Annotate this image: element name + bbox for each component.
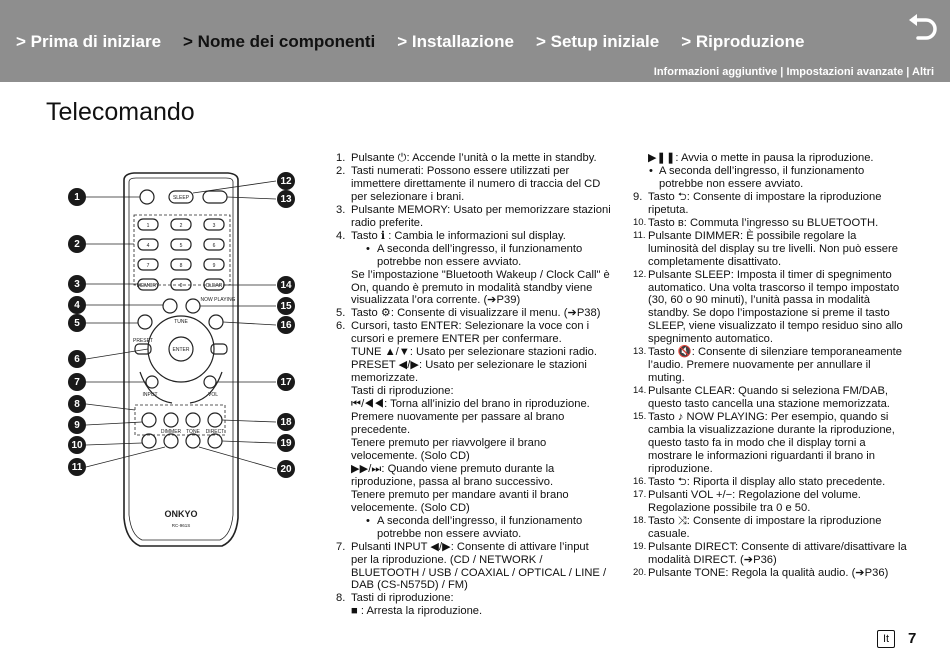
remote-brand-logo: ONKYO — [164, 509, 198, 519]
callout-20: 20 — [277, 460, 295, 478]
list-item: 13. Tasto 🔇: Consente di silenziare temporaneamente l’audio. Premere nuovamente per annullare il muting. — [633, 346, 902, 385]
description-column-1 — [336, 152, 616, 618]
list-item: 12. Pulsante SLEEP: Imposta il timer di spegnimento automatico. Una volta trascorso il tempo impostato (30, 60 o 90 minuti), l’unità passa in modalità standby. Se dopo l’impostazione si preme il tasto SLEEP, viene visualizzato il tempo residuo sino allo spegnimento automatico. — [633, 268, 903, 346]
callout-19: 19 — [277, 434, 295, 452]
callout-13: 13 — [277, 190, 295, 208]
list-item: 4. Tasto ℹ : Cambia le informazioni sul display. • A seconda dell’ingresso, il funzionamento potrebbe non essere avviato. Se l’impostazione "Bluetooth Wakeup / Clock Call" è On, quando è premuto in modalità standby viene visualizzata l’ora corrente. (➔P39) — [336, 230, 616, 308]
callout-12: 12 — [277, 172, 295, 190]
key-label-input: INPUT — [142, 392, 158, 398]
secondary-nav — [654, 66, 934, 78]
callout-15: 15 — [277, 297, 295, 315]
list-item: 9. Tasto ⮌: Consente di impostare la riproduzione ripetuta. — [633, 190, 882, 216]
list-item: 15. Tasto ♪ NOW PLAYING: Per esempio, quando si cambia la visualizzazione durante la riproduzione, questo tasto fa in modo che il display torni a mostrare le informazioni riguardanti il brano in riproduzione. — [633, 411, 895, 475]
key-label-sleep: SLEEP — [172, 195, 190, 201]
key-label-clear: CLEAR — [205, 283, 223, 289]
page-number: 7 — [908, 630, 917, 647]
link-altri[interactable]: Altri — [912, 66, 934, 78]
digit-2: 2 — [179, 223, 183, 229]
digit-3: 3 — [212, 223, 216, 229]
list-item: 17. Pulsanti VOL +/−: Regolazione del volume. Regolazione possibile tra 0 e 50. — [633, 488, 861, 514]
callout-5: 5 — [68, 314, 86, 332]
callout-10: 10 — [68, 436, 86, 454]
sub-separator: | — [780, 66, 784, 78]
remote-control-illustration — [0, 160, 310, 610]
list-item-continued: ▶❚❚: Avvia o mette in pausa la riproduzione. • A seconda dell’ingresso, il funzionamento potrebbe non essere avviato. — [633, 152, 913, 191]
list-item: 7. Pulsanti INPUT ◀/▶: Consente di attivare l’input per la riproduzione. (CD / NETWORK / BLUETOOTH / USB / COAXIAL / OPTICAL / LINE / DAB (CS-N575D) / FM) — [336, 540, 607, 592]
description-column-2 — [633, 152, 913, 579]
link-impostazioni-avanzate[interactable]: Impostazioni avanzate — [786, 66, 904, 78]
digit-9: 9 — [212, 263, 216, 269]
key-label-direct: DIRECT — [205, 429, 225, 435]
bullet-note: • A seconda dell’ingresso, il funzionamento potrebbe non essere avviato. — [366, 514, 583, 540]
key-label-tone: TONE — [186, 429, 200, 435]
callout-6: 6 — [68, 350, 86, 368]
list-item: 18. Tasto ⤨: Consente di impostare la riproduzione casuale. — [633, 514, 882, 540]
key-label-now-playing: NOW PLAYING — [200, 297, 236, 303]
list-item: 14. Pulsante CLEAR: Quando si seleziona FM/DAB, questo tasto cancella una stazione memorizzata. — [633, 385, 890, 411]
nav-setup-iniziale[interactable]: > Setup iniziale — [535, 32, 660, 51]
page-title: Telecomando — [46, 98, 195, 126]
list-item: 3. Pulsante MEMORY: Usato per memorizzare stazioni radio preferite. — [336, 203, 611, 229]
callout-8: 8 — [68, 395, 86, 413]
key-label-vol: VOL — [207, 392, 219, 398]
link-informazioni-aggiuntive[interactable]: Informazioni aggiuntive — [653, 66, 778, 78]
nav-prima-di-iniziare[interactable]: > Prima di iniziare — [16, 32, 162, 51]
remote-model: RC-961S — [171, 523, 191, 528]
callout-11: 11 — [68, 458, 86, 476]
key-label-memory: MEMORY — [136, 283, 160, 289]
sub-separator: | — [906, 66, 910, 78]
list-item: 16. Tasto ⮌: Riporta il display allo stato precedente. — [633, 475, 886, 488]
digit-1: 1 — [146, 223, 150, 229]
nav-nome-dei-componenti[interactable]: > Nome dei componenti — [183, 32, 376, 51]
list-item: 10. Tasto ʙ: Commuta l’ingresso su BLUETOOTH. — [633, 216, 879, 229]
back-arrow-icon[interactable] — [904, 12, 940, 42]
callout-1: 1 — [68, 188, 86, 206]
digit-0: 0 — [179, 283, 183, 289]
list-item: 1. Pulsante ⏻: Accende l’unità o la mette in standby. — [336, 152, 597, 164]
nav-riproduzione[interactable]: > Riproduzione — [681, 32, 805, 51]
digit-7: 7 — [146, 263, 150, 269]
list-item: 20. Pulsante TONE: Regola la qualità audio. (➔P36) — [633, 566, 889, 579]
callout-7: 7 — [68, 373, 86, 391]
digit-6: 6 — [212, 243, 216, 249]
nav-installazione[interactable]: > Installazione — [397, 32, 514, 51]
digit-4: 4 — [146, 243, 150, 249]
callout-16: 16 — [277, 316, 295, 334]
callout-3: 3 — [68, 275, 86, 293]
callout-14: 14 — [277, 276, 295, 294]
key-label-enter: ENTER — [172, 347, 190, 353]
list-item: 11. Pulsante DIMMER: È possibile regolare la luminosità del display su tre livelli. Non può essere completamente disattivato. — [633, 229, 898, 268]
list-item: 2. Tasti numerati: Possono essere utilizzati per immettere direttamente il numero di traccia del CD per selezionare i brani. — [336, 164, 601, 203]
callout-4: 4 — [68, 296, 86, 314]
callout-9: 9 — [68, 416, 86, 434]
main-nav — [16, 32, 805, 52]
list-item: 8. Tasti di riproduzione: ■ : Arresta la riproduzione. — [336, 592, 483, 618]
key-label-dimmer: DIMMER — [160, 429, 182, 435]
digit-5: 5 — [179, 243, 183, 249]
digit-8: 8 — [179, 263, 183, 269]
callout-2: 2 — [68, 235, 86, 253]
callout-18: 18 — [277, 413, 295, 431]
remote-drawing — [0, 160, 310, 610]
list-item: 6. Cursori, tasto ENTER: Selezionare la voce con i cursori e premere ENTER per confermare. TUNE ▲/▼: Usato per selezionare stazioni radio. PRESET ◀/▶: Usato per selezionare le stazioni memorizzate. Tasti di riproduzione: ⏮/◀◀: Torna all’inizio del brano in riproduzione. Premere nuovamente per passare al brano precedente. Tenere premuto per riavvolgere il brano velocemente. (Solo CD) ▶▶/⏭: Quando viene premuto durante la riproduzione, passa al brano successivo. Tenere premuto per mandare avanti il brano velocemente. (Solo CD) • A seconda dell’ingresso, il funzionamento potrebbe non essere avviato. — [336, 320, 616, 540]
key-label-tune: TUNE — [174, 319, 188, 325]
list-item: 19. Pulsante DIRECT: Consente di attivare/disattivare la modalità DIRECT. (➔P36) — [633, 540, 907, 566]
bullet-note: • A seconda dell’ingresso, il funzionamento potrebbe non essere avviato. — [649, 164, 865, 190]
callout-17: 17 — [277, 373, 295, 391]
header-bar — [0, 0, 950, 82]
key-label-preset: PRESET — [132, 338, 154, 344]
list-item: 5. Tasto ⚙: Consente di visualizzare il menu. (➔P38) — [336, 307, 601, 320]
language-badge: It — [877, 630, 895, 648]
bullet-note: • A seconda dell’ingresso, il funzionamento potrebbe non essere avviato. — [366, 242, 583, 268]
